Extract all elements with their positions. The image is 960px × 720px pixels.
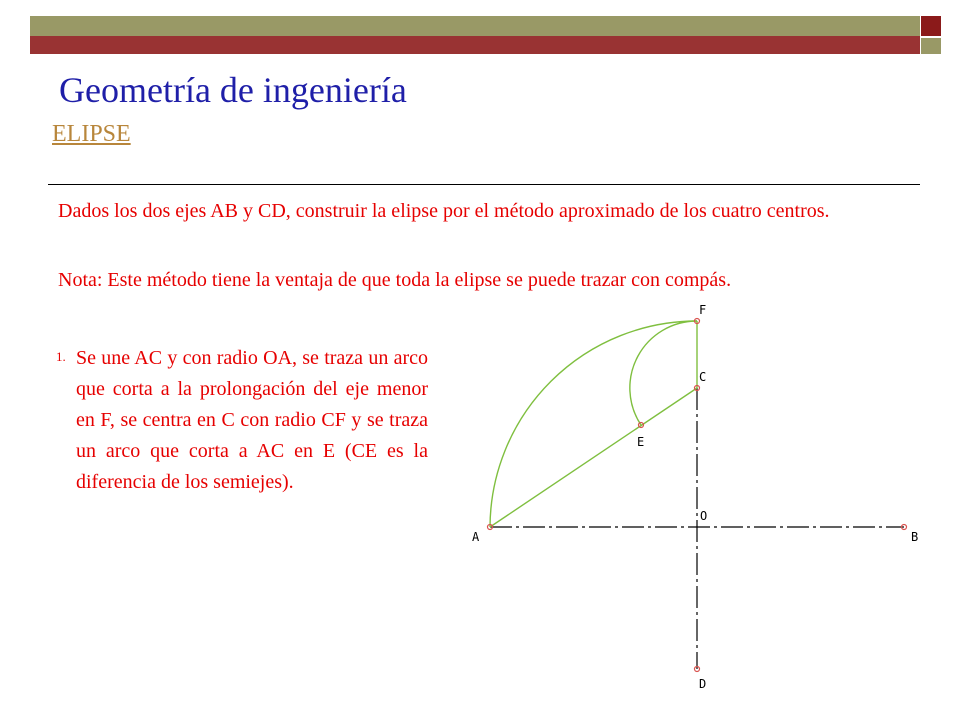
slide-title: Geometría de ingeniería <box>59 70 407 110</box>
header-bar-dark <box>30 36 920 54</box>
header-bar-light <box>30 16 920 36</box>
arc-radius-CF <box>630 321 697 425</box>
divider-line <box>48 184 920 185</box>
label-O: O <box>700 509 708 523</box>
step-1 <box>56 343 428 498</box>
label-A: A <box>472 530 480 544</box>
corner-square-top <box>921 16 941 36</box>
label-C: C <box>699 370 707 384</box>
step-number: 1. <box>56 349 66 364</box>
note-paragraph: Nota: Este método tiene la ventaja de que toda la elipse se puede trazar con compás. <box>58 269 732 291</box>
step-text: Se une AC y con radio OA, se traza un arco que corta a la prolongación del eje menor en F, se centra en C con radio CF y se traza un arco que corta a AC en E (CE es la diferencia de los semiejes). <box>76 347 428 493</box>
label-B: B <box>911 530 919 544</box>
ellipse-construction-diagram <box>460 300 940 700</box>
intro-paragraph: Dados los dos ejes AB y CD, construir la elipse por el método aproximado de los cuatro centros. <box>58 200 830 222</box>
arc-radius-OA <box>490 321 697 527</box>
corner-square-bottom <box>921 38 941 54</box>
label-D: D <box>699 677 707 691</box>
label-F: F <box>699 303 707 317</box>
segment-AC <box>490 388 697 527</box>
label-E: E <box>637 435 645 449</box>
header-decoration-bar <box>30 16 920 54</box>
slide-subtitle: ELIPSE <box>52 121 131 147</box>
